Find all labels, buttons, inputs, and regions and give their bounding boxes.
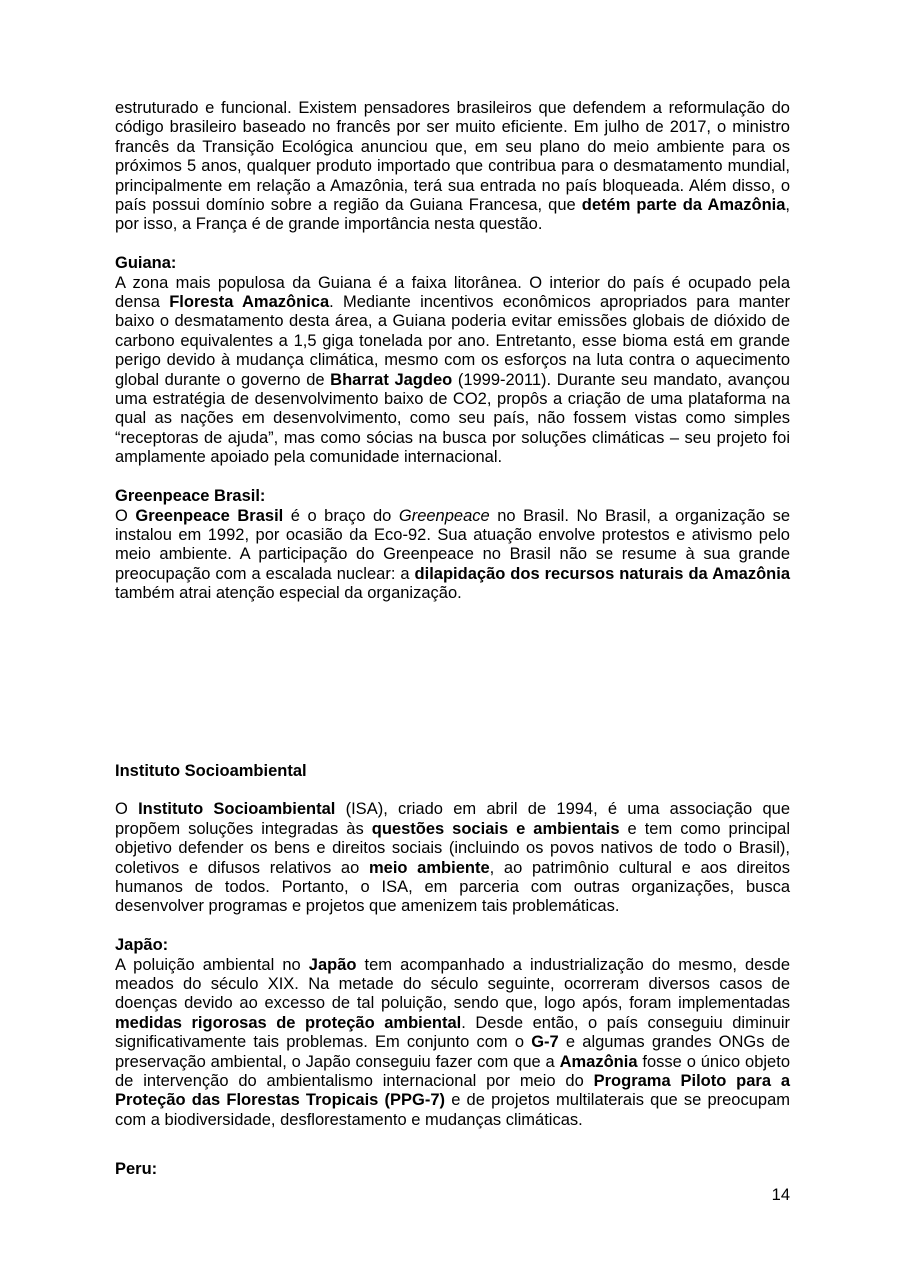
paragraph-guiana: A zona mais populosa da Guiana é a faixa litorânea. O interior do país é ocupado pela densa Floresta Amazônica. Mediante incentivos econômicos apropriados para manter baixo o desmatamento desta área, a Guiana poderia evitar emissões globais de dióxido de carbono equivalentes a 1,5 giga tonelada por ano. Entretanto, esse bioma está em grande perigo devido à mudança climática, mesmo com os esforços na luta contra o aquecimento global durante o governo de Bharrat Jagdeo (1999-2011). Durante seu mandato, avançou uma estratégia de desenvolvimento baixo de CO2, propôs a criação de uma plataforma na qual as nações em desenvolvimento, como seu país, não fossem vistas como simples “receptoras de ajuda”, mas como sócias na busca por soluções climáticas – seu projeto foi amplamente apoiado pela comunidade internacional. bbox=[115, 273, 790, 467]
heading-peru: Peru: bbox=[115, 1160, 158, 1179]
page-number: 14 bbox=[771, 1186, 790, 1204]
paragraph-japao: A poluição ambiental no Japão tem acompanhado a industrialização do mesmo, desde meados do século XIX. Na metade do século seguinte, ocorreram diversos casos de doenças devido ao excesso de tal poluição, sendo que, logo após, foram implementadas medidas rigorosas de proteção ambiental. Desde então, o país conseguiu diminuir significativamente tais problemas. Em conjunto com o G-7 e algumas grandes ONGs de preservação ambiental, o Japão conseguiu fazer com que a Amazônia fosse o único objeto de intervenção do ambientalismo internacional por meio do Programa Piloto para a Proteção das Florestas Tropicais (PPG-7) e de projetos multilaterais que se preocupam com a biodiversidade, desflorestamento e mudanças climáticas. bbox=[115, 955, 791, 1129]
paragraph-greenpeace: O Greenpeace Brasil é o braço do Greenpeace no Brasil. No Brasil, a organização se instalou em 1992, por ocasião da Eco-92. Sua atuação envolve protestos e ativismo pelo meio ambiente. A participação do Greenpeace no Brasil não se resume à sua grande preocupação com a escalada nuclear: a dilapidação dos recursos naturais da Amazônia também atrai atenção especial da organização. bbox=[115, 506, 791, 603]
heading-guiana: Guiana: bbox=[115, 254, 177, 273]
heading-japao: Japão: bbox=[115, 936, 169, 955]
heading-greenpeace-brasil: Greenpeace Brasil: bbox=[115, 487, 266, 506]
paragraph-france-intro: estruturado e funcional. Existem pensadores brasileiros que defendem a reformulação do código brasileiro baseado no francês por ser muito eficiente. Em julho de 2017, o ministro francês da Transição Ecológica anunciou que, em seu plano do meio ambiente para os próximos 5 anos, qualquer produto importado que contribua para o desmatamento mundial, principalmente em relação a Amazônia, terá sua entrada no país bloqueada. Além disso, o país possui domínio sobre a região da Guiana Francesa, que detém parte da Amazônia, por isso, a França é de grande importância nesta questão. bbox=[115, 99, 790, 234]
paragraph-instituto-socioambiental: O Instituto Socioambiental (ISA), criado em abril de 1994, é uma associação que propõem soluções integradas às questões sociais e ambientais e tem como principal objetivo defender os bens e direitos sociais (incluindo os povos nativos de todo o Brasil), coletivos e difusos relativos ao meio ambiente, ao patrimônio cultural e aos direitos humanos de todos. Portanto, o ISA, em parceria com outras organizações, busca desenvolver programas e projetos que amenizem tais problemáticas. bbox=[115, 800, 791, 916]
heading-instituto-socioambiental: Instituto Socioambiental bbox=[115, 761, 307, 780]
page-content bbox=[115, 99, 790, 1180]
